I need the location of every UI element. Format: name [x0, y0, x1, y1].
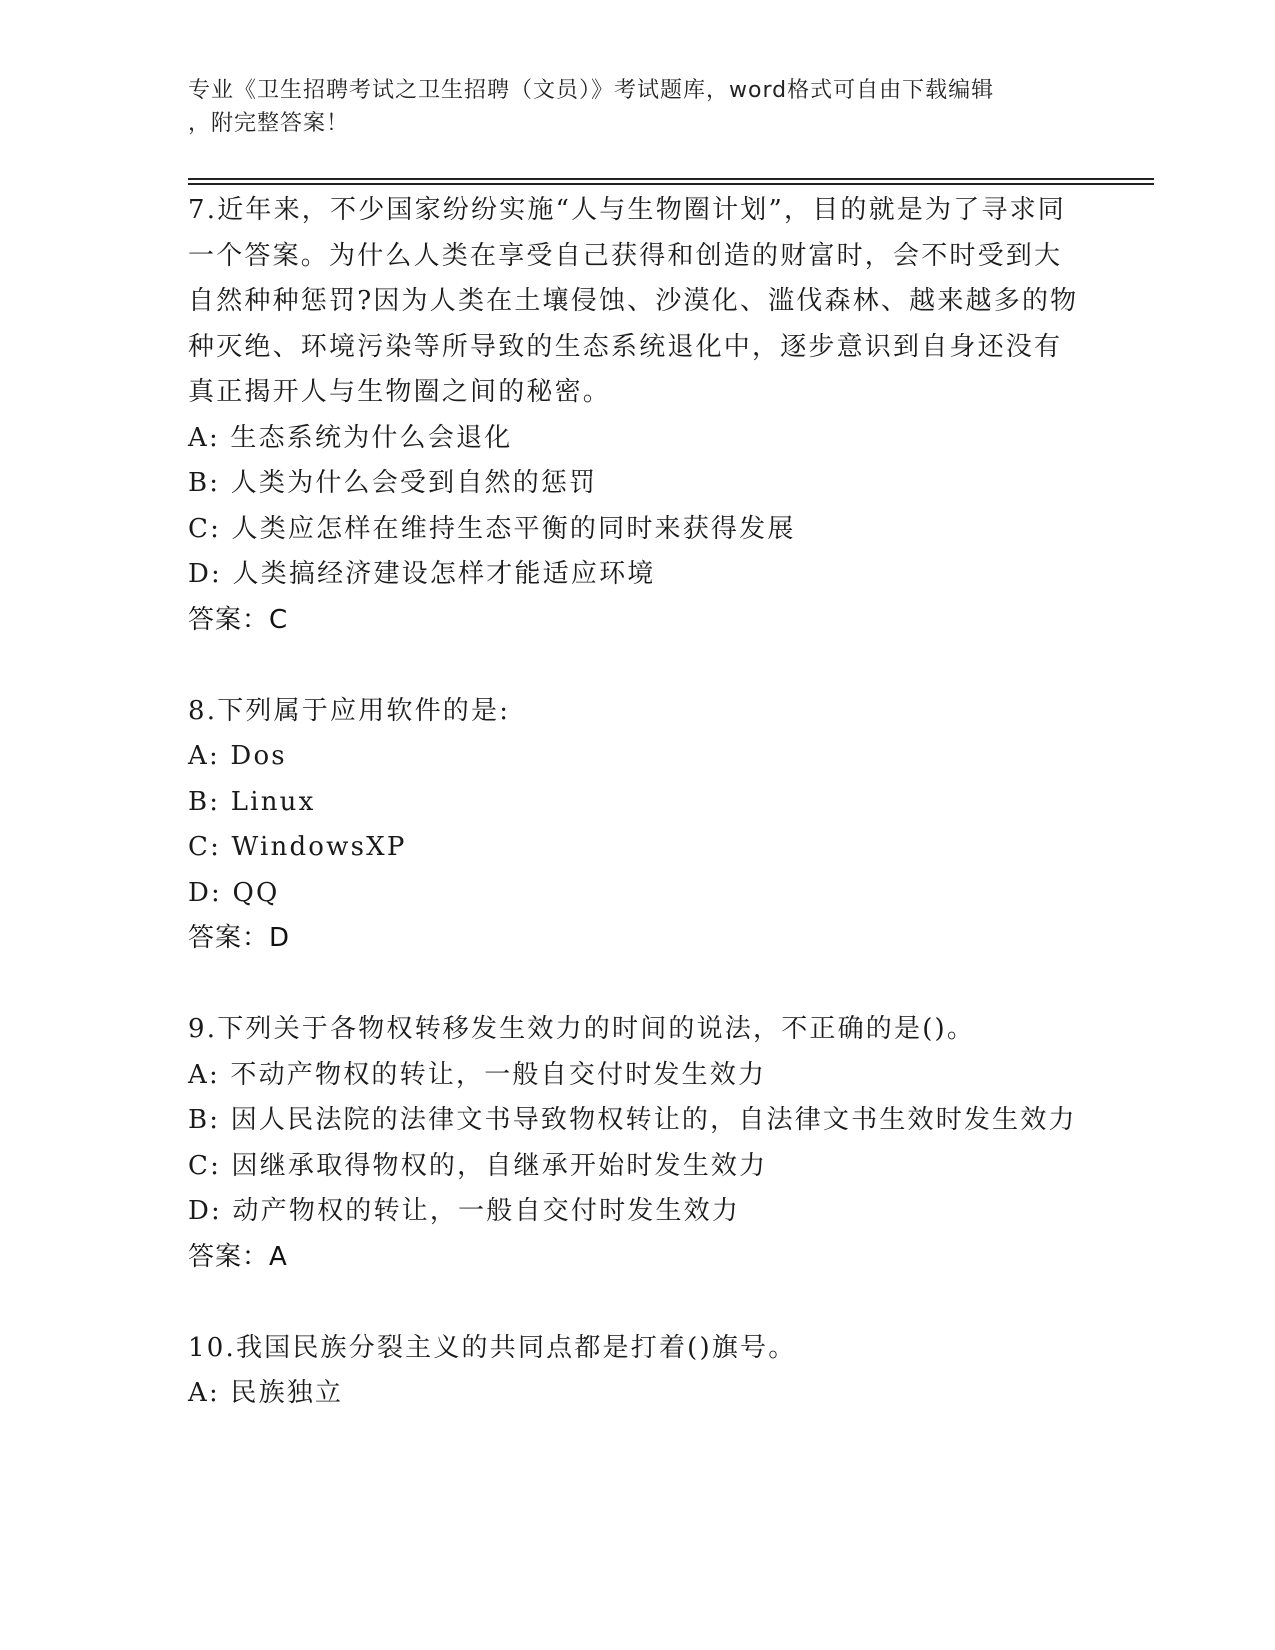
option-d: D: 动产物权的转让，一般自交付时发生效力	[188, 1196, 741, 1226]
header-line-2: ，附完整答案！	[188, 111, 350, 136]
option-c: C: 人类应怎样在维持生态平衡的同时来获得发展	[188, 513, 796, 544]
answer: 答案：D	[188, 923, 291, 953]
option-b: B: 因人民法院的法律文书导致物权转让的，自法律文书生效时发生效力	[188, 1105, 1077, 1135]
option-c: C: 因继承取得物权的，自继承开始时发生效力	[188, 1150, 768, 1181]
answer: 答案：A	[188, 1241, 288, 1272]
option-a: A: 民族独立	[188, 1378, 344, 1408]
question-text: 9.下列关于各物权转移发生效力的时间的说法，不正确的是()。	[188, 1014, 976, 1044]
header-divider-top	[188, 178, 1154, 180]
question-10	[188, 1326, 1088, 1417]
option-b: B: Linux	[188, 786, 316, 817]
document-header	[188, 74, 1088, 140]
question-text: 10.我国民族分裂主义的共同点都是打着()旗号。	[188, 1332, 797, 1363]
header-line-1: 专业《卫生招聘考试之卫生招聘（文员）》考试题库，word格式可自由下载编辑	[188, 78, 995, 103]
question-text: 8.下列属于应用软件的是:	[188, 695, 511, 726]
option-a: A: 生态系统为什么会退化	[188, 422, 513, 453]
question-8	[188, 689, 1088, 962]
option-d: D: QQ	[188, 877, 280, 908]
question-7	[188, 188, 1088, 643]
option-d: D: 人类搞经济建设怎样才能适应环境	[188, 559, 656, 589]
option-a: A: 不动产物权的转让，一般自交付时发生效力	[188, 1059, 767, 1090]
option-b: B: 人类为什么会受到自然的惩罚	[188, 468, 598, 498]
question-list	[188, 188, 1088, 1417]
question-9	[188, 1007, 1088, 1280]
option-a: A: Dos	[188, 741, 287, 771]
option-c: C: WindowsXP	[188, 832, 407, 862]
answer: 答案：C	[188, 604, 289, 635]
header-divider-bottom	[188, 183, 1154, 185]
question-text: 7.近年来，不少国家纷纷实施“人与生物圈计划”，目的就是为了寻求同一个答案。为什么人类在享受自己获得和创造的财富时，会不时受到大自然种种惩罚?因为人类在土壤侵蚀、沙漠化、滥伐森林、越来越多的物种灭绝、环境污染等所导致的生态系统退化中，逐步意识到自身还没有真正揭开人与生物圈之间的秘密。	[188, 195, 1079, 407]
